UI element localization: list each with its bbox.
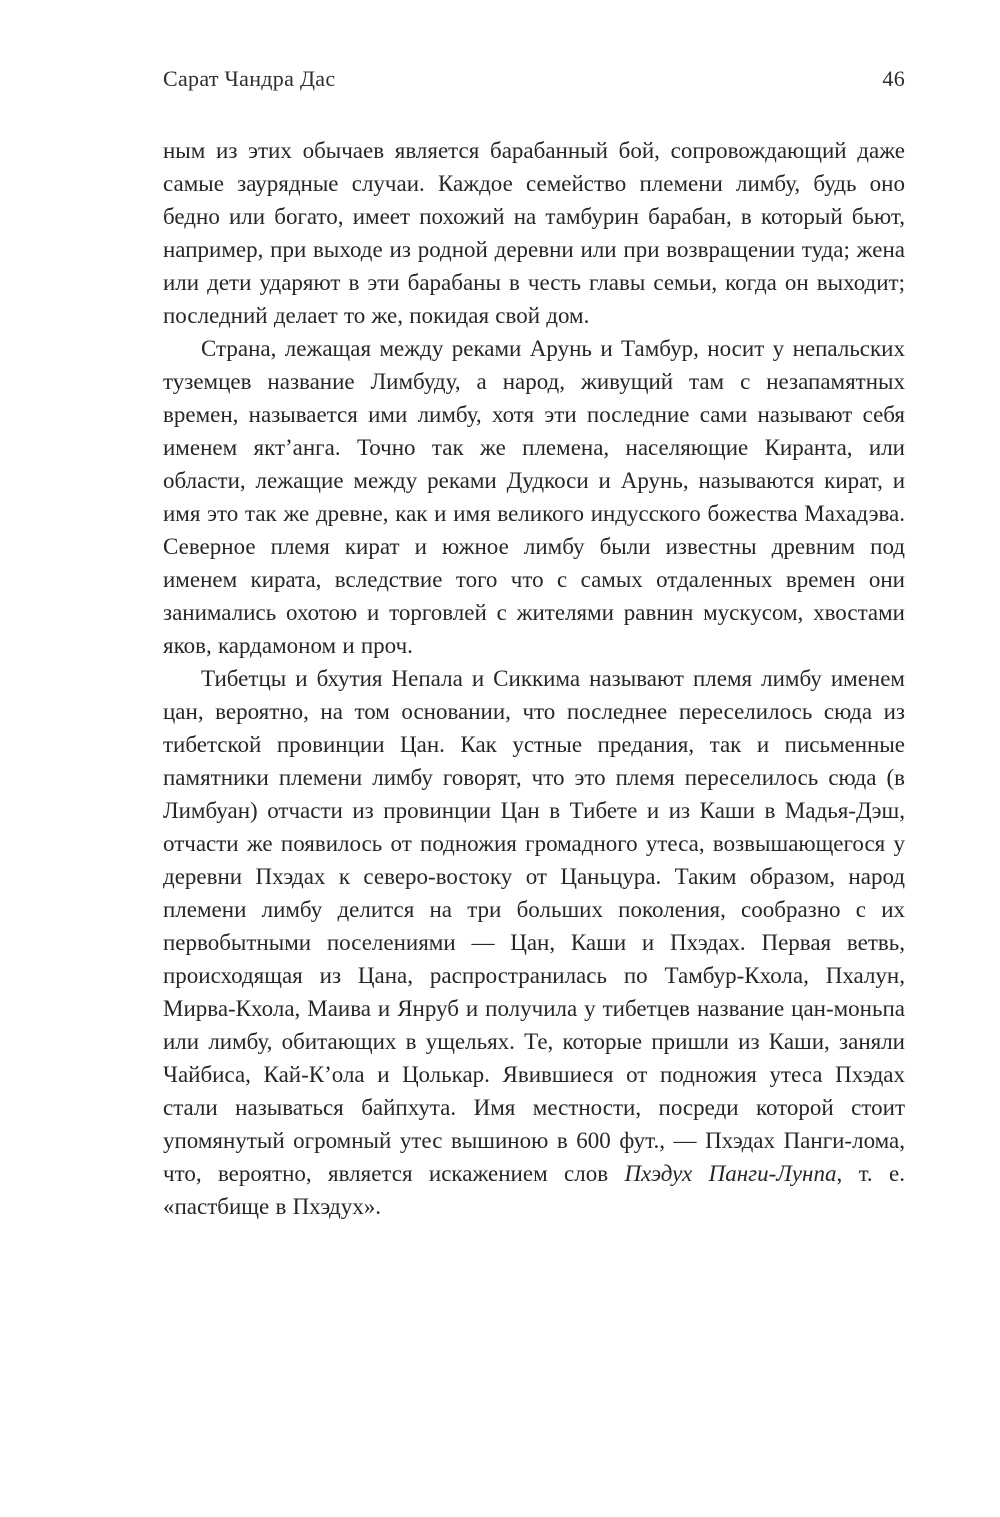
body-text bbox=[163, 134, 905, 1223]
paragraph-3 bbox=[163, 662, 905, 1223]
page-number: 46 bbox=[882, 66, 905, 91]
paragraph-1: ным из этих обычаев является барабанный бой, сопровождающий даже самые заурядные случаи. Каждое семейство племени лимбу, будь оно бедно или богато, имеет похожий на тамбурин барабан, в который бьют, например, при выходе из родной деревни или при возвращении туда; жена или дети ударяют в эти барабаны в честь главы семьи, когда он выходит; последний делает то же, покидая свой дом. bbox=[163, 138, 905, 328]
page-header bbox=[163, 66, 905, 92]
author-name: Сарат Чандра Дас bbox=[163, 66, 336, 91]
italic-phrase: Пхэдух Панги-Лунпа bbox=[624, 1161, 837, 1186]
paragraph-3-text-end: , т. е. «пастбище в Пхэдух». bbox=[163, 1161, 906, 1219]
page-content bbox=[163, 66, 905, 1223]
paragraph-3-text-start: Тибетцы и бхутия Непала и Сиккима называют племя лимбу именем цан, вероятно, на том основании, что последнее переселилось сюда из тибетской провинции Цан. Как устные предания, так и письменные памятники племени лимбу говорят, что это племя переселилось сюда (в Лимбуан) отчасти из провинции Цан в Тибете и из Каши в Мадья-Дэш, отчасти же появилось от подножия громадного утеса, возвышающегося у деревни Пхэдах к северо-востоку от Цаньцура. Таким образом, народ племени лимбу делится на три больших поколения, сообразно с их первобытными поселениями — Цан, Каши и Пхэдах. Первая ветвь, происходящая из Цана, распространилась по Тамбур-Кхола, Пхалун, Мирва-Кхола, Маива и Янруб и получила у тибетцев название цан-моньпа или лимбу, обитающих в ущельях. Те, которые пришли из Каши, заняли Чайбиса, Кай-К’ола и Цолькар. Явившиеся от подножия утеса Пхэдах стали называться байпхута. Имя местности, посреди которой стоит упомянутый огромный утес вышиною в 600 фут., — Пхэдах Панги-лома, что, вероятно, является искажением слов bbox=[163, 666, 905, 1186]
paragraph-2: Страна, лежащая между реками Арунь и Тамбур, носит у непальских туземцев название Лимбуду, а народ, живущий там с незапамятных времен, называется ими лимбу, хотя эти последние сами называют себя именем якт’анга. Точно так же племена, населяющие Киранта, или области, лежащие между реками Дудкоси и Арунь, называются кират, и имя это так же древне, как и имя великого индусского божества Махадэва. Северное племя кират и южное лимбу были известны древним под именем кирата, вследствие того что с самых отдаленных времен они занимались охотою и торговлей с жителями равнин мускусом, хвостами яков, кардамоном и проч. bbox=[163, 336, 905, 658]
